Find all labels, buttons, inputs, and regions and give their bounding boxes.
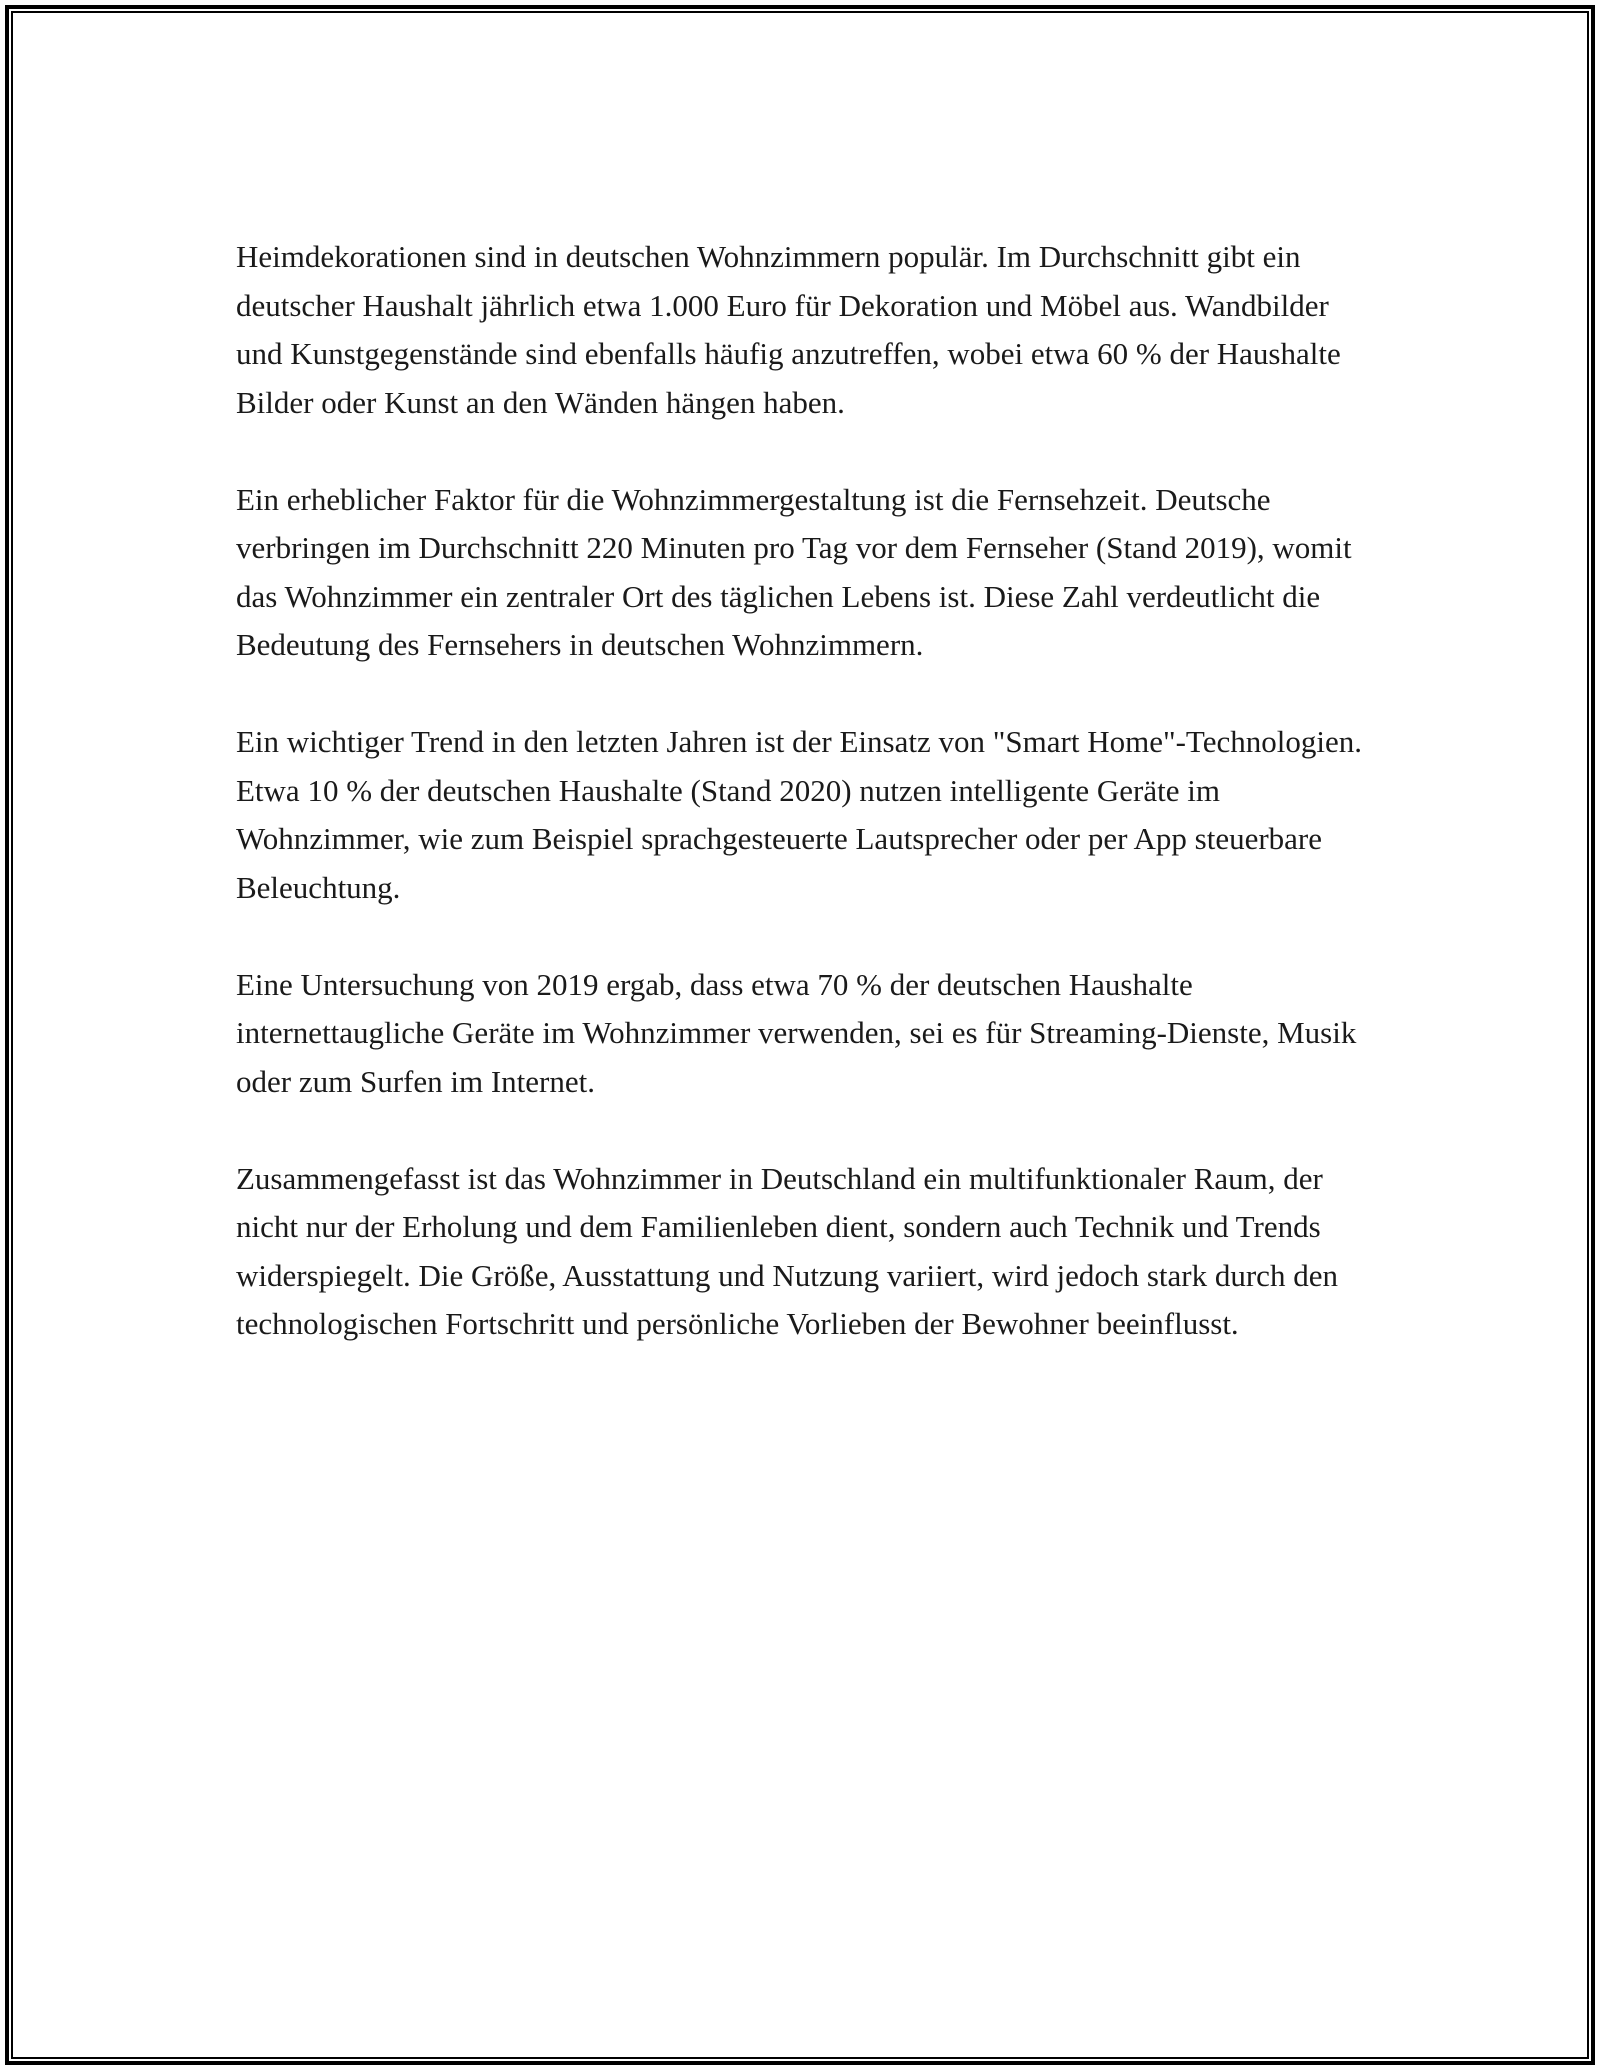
- paragraph-summary: Zusammengefasst ist das Wohnzimmer in Deutschland ein multifunktionaler Raum, der nicht nur der Erholung und dem Familienleben dient, sondern auch Technik und Trends widerspiegelt. Die Größe, Ausstattung und Nutzung variiert, wird jedoch stark durch den technologischen Fortschritt und persönliche Vorlieben der Bewohner beeinflusst.: [236, 1160, 1338, 1341]
- document-body: [236, 233, 1376, 1349]
- paragraph-internet-devices: Eine Untersuchung von 2019 ergab, dass etwa 70 % der deutschen Haushalte internettaugliche Geräte im Wohnzimmer verwenden, sei es für Streaming-Dienste, Musik oder zum Surfen im Internet.: [236, 966, 1357, 1099]
- paragraph-home-decoration: Heimdekorationen sind in deutschen Wohnzimmern populär. Im Durchschnitt gibt ein deutscher Haushalt jährlich etwa 1.000 Euro für Dekoration und Möbel aus. Wandbilder und Kunstgegenstände sind ebenfalls häufig anzutreffen, wobei etwa 60 % der Haushalte Bilder oder Kunst an den Wänden hängen haben.: [236, 239, 1341, 420]
- paragraph-smart-home: Ein wichtiger Trend in den letzten Jahren ist der Einsatz von "Smart Home"-Technologien. Etwa 10 % der deutschen Haushalte (Stand 2020) nutzen intelligente Geräte im Wohnzimmer, wie zum Beispiel sprachgesteuerte Lautsprecher oder per App steuerbare Beleuchtung.: [236, 724, 1362, 905]
- paragraph-tv-time: Ein erheblicher Faktor für die Wohnzimmergestaltung ist die Fernsehzeit. Deutsche verbringen im Durchschnitt 220 Minuten pro Tag vor dem Fernseher (Stand 2019), womit das Wohnzimmer ein zentraler Ort des täglichen Lebens ist. Diese Zahl verdeutlicht die Bedeutung des Fernsehers in deutschen Wohnzimmern.: [236, 481, 1352, 662]
